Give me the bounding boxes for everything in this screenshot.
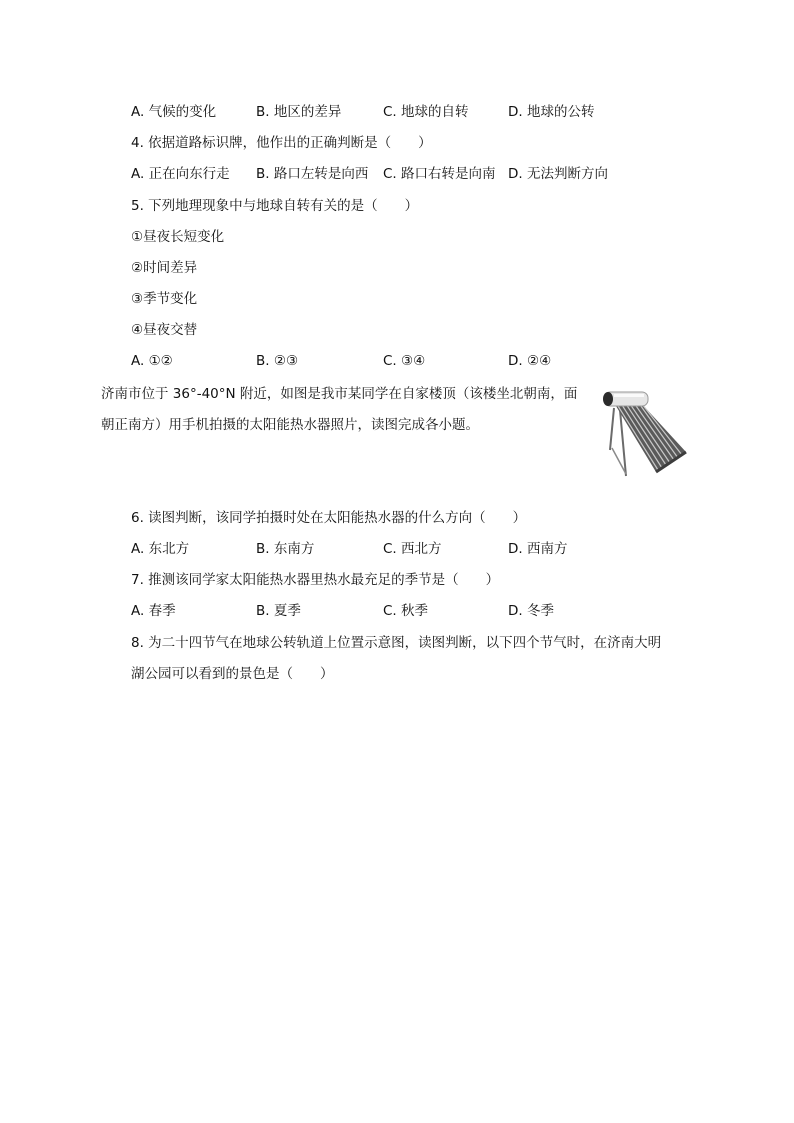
- q5-item-4: ④昼夜交替: [131, 322, 198, 338]
- q7-option-a: A. 春季: [131, 603, 176, 619]
- q4-stem: 4. 依据道路标识牌，他作出的正确判断是（ ）: [131, 135, 432, 151]
- q3-option-a: A. 气候的变化: [131, 104, 217, 120]
- q5-option-a: A. ①②: [131, 353, 173, 369]
- passage-line-1: 济南市位于 36°-40°N 附近，如图是我市某同学在自家楼顶（该楼坐北朝南，面: [101, 386, 578, 402]
- solar-water-heater-icon: [600, 388, 690, 480]
- q8-stem-line-2: 湖公园可以看到的景色是（ ）: [131, 666, 334, 682]
- q7-option-b: B. 夏季: [256, 603, 301, 619]
- q7-stem: 7. 推测该同学家太阳能热水器里热水最充足的季节是（ ）: [131, 572, 500, 588]
- q5-item-2: ②时间差异: [131, 260, 198, 276]
- q4-option-d: D. 无法判断方向: [508, 166, 608, 182]
- q7-option-c: C. 秋季: [383, 603, 429, 619]
- q5-option-c: C. ③④: [383, 353, 426, 369]
- q6-option-a: A. 东北方: [131, 541, 190, 557]
- q5-stem: 5. 下列地理现象中与地球自转有关的是（ ）: [131, 198, 419, 214]
- q3-option-c: C. 地球的自转: [383, 104, 469, 120]
- q7-option-d: D. 冬季: [508, 603, 554, 619]
- q3-option-b: B. 地区的差异: [256, 104, 342, 120]
- q4-option-c: C. 路口右转是向南: [383, 166, 496, 182]
- q5-option-b: B. ②③: [256, 353, 299, 369]
- q4-option-b: B. 路口左转是向西: [256, 166, 369, 182]
- q5-item-3: ③季节变化: [131, 291, 198, 307]
- q5-item-1: ①昼夜长短变化: [131, 229, 225, 245]
- q6-option-c: C. 西北方: [383, 541, 442, 557]
- q4-option-a: A. 正在向东行走: [131, 166, 230, 182]
- passage-line-2: 朝正南方）用手机拍摄的太阳能热水器照片，读图完成各小题。: [101, 417, 479, 433]
- q8-stem-line-1: 8. 为二十四节气在地球公转轨道上位置示意图，读图判断，以下四个节气时，在济南大明: [131, 635, 662, 651]
- q6-option-b: B. 东南方: [256, 541, 315, 557]
- q3-option-d: D. 地球的公转: [508, 104, 595, 120]
- q5-option-d: D. ②④: [508, 353, 552, 369]
- q6-stem: 6. 读图判断，该同学拍摄时处在太阳能热水器的什么方向（ ）: [131, 510, 527, 526]
- q6-option-d: D. 西南方: [508, 541, 568, 557]
